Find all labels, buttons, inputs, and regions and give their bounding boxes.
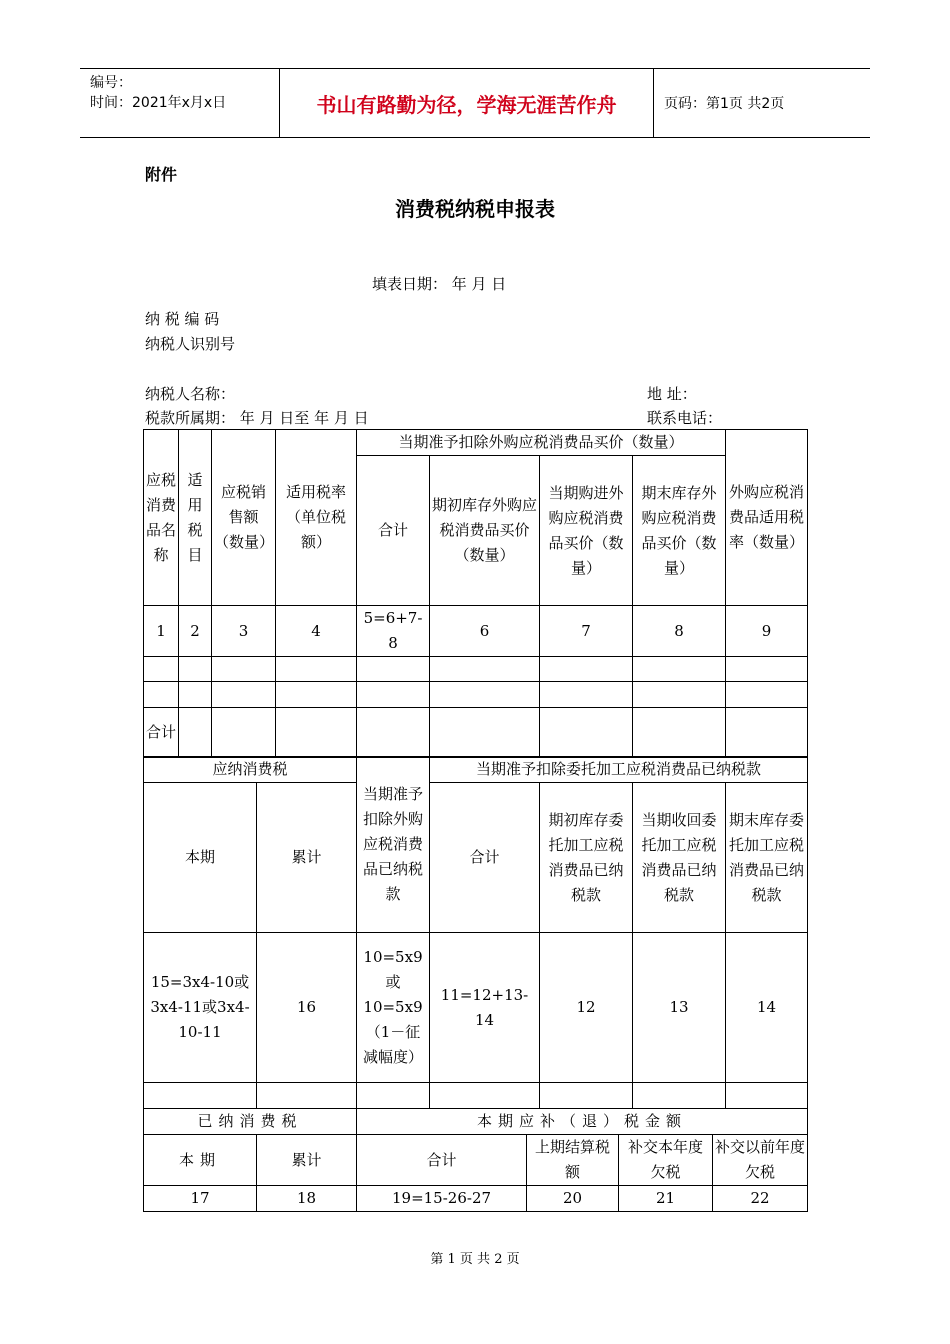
prev-year-arrears-header: 补交以前年度欠税	[713, 1135, 808, 1186]
blank-cell[interactable]	[633, 708, 726, 758]
payable-tax-table	[143, 756, 808, 1109]
col-header-outrate: 外购应税消费品适用税率（数量）	[726, 430, 808, 606]
col-header-begin: 期初库存外购应税消费品买价（数量）	[430, 456, 540, 606]
time-label: 时间：2021年x月x日	[90, 95, 227, 111]
blank-cell[interactable]	[430, 1083, 540, 1109]
blank-cell[interactable]	[540, 682, 633, 708]
sum-label: 合计	[144, 708, 179, 758]
col-number: 3	[212, 606, 276, 657]
col-header-sales: 应税销售额（数量）	[212, 430, 276, 606]
col-number: 7	[540, 606, 633, 657]
due-total-header: 合计	[357, 1135, 527, 1186]
blank-cell[interactable]	[357, 657, 430, 682]
formula-10: 10=5x9或10=5x9（1－征减幅度）	[357, 933, 430, 1083]
this-year-arrears-header: 补交本年度欠税	[619, 1135, 713, 1186]
table-row	[144, 657, 808, 682]
sum-row	[144, 708, 808, 758]
header-motto: 书山有路勤为径，学海无涯苦作舟	[280, 69, 654, 137]
phone-label: 联系电话：	[647, 409, 723, 427]
formula-16: 16	[257, 933, 357, 1083]
blank-cell[interactable]	[430, 657, 540, 682]
blank-cell[interactable]	[144, 1083, 257, 1109]
paid-and-due-table	[143, 1108, 808, 1212]
blank-cell[interactable]	[276, 657, 357, 682]
blank-cell[interactable]	[726, 682, 808, 708]
blank-cell[interactable]	[430, 682, 540, 708]
consigned-total-header: 合计	[430, 783, 540, 933]
tax-period-label: 税款所属期： 年 月 日至 年 月 日	[145, 409, 369, 427]
col-number: 17	[144, 1186, 257, 1212]
blank-cell[interactable]	[357, 1083, 430, 1109]
blank-cell[interactable]	[179, 708, 212, 758]
formula-12: 12	[540, 933, 633, 1083]
formula-15: 15=3x4-10或3x4-11或3x4-10-11	[144, 933, 257, 1083]
col-header-buy: 当期购进外购应税消费品买价（数量）	[540, 456, 633, 606]
fill-date: 填表日期： 年 月 日	[372, 275, 507, 293]
col-number: 1	[144, 606, 179, 657]
col-number: 4	[276, 606, 357, 657]
blank-cell[interactable]	[357, 708, 430, 758]
col-header-name: 应税消费品名称	[144, 430, 179, 606]
formula-13: 13	[633, 933, 726, 1083]
blank-cell[interactable]	[212, 708, 276, 758]
cumulative-header: 累计	[257, 783, 357, 933]
page-footer: 第 1 页 共 2 页	[430, 1252, 520, 1267]
consigned-end-header: 期末库存委托加工应税消费品已纳税款	[726, 783, 808, 933]
col-header-end: 期末库存外购应税消费品买价（数量）	[633, 456, 726, 606]
current-period-header: 本期	[144, 783, 257, 933]
col-number: 19=15-26-27	[357, 1186, 527, 1212]
blank-cell[interactable]	[540, 708, 633, 758]
blank-cell[interactable]	[276, 682, 357, 708]
col-header-item: 适用税目	[179, 430, 212, 606]
blank-cell[interactable]	[726, 1083, 808, 1109]
number-label: 编号：	[90, 75, 132, 91]
blank-cell[interactable]	[276, 708, 357, 758]
col-number: 6	[430, 606, 540, 657]
paid-cumulative-header: 累计	[257, 1135, 357, 1186]
formula-11: 11=12+13-14	[430, 933, 540, 1083]
blank-cell[interactable]	[212, 657, 276, 682]
last-settlement-header: 上期结算税额	[527, 1135, 619, 1186]
col-number: 5=6+7-8	[357, 606, 430, 657]
blank-cell[interactable]	[212, 682, 276, 708]
payable-tax-header: 应纳消费税	[144, 757, 357, 783]
header-meta	[80, 69, 280, 137]
blank-cell[interactable]	[357, 682, 430, 708]
blank-cell[interactable]	[726, 657, 808, 682]
blank-cell[interactable]	[540, 657, 633, 682]
taxpayer-code-label: 纳 税 编 码	[145, 310, 220, 328]
consigned-group-header: 当期准予扣除委托加工应税消费品已纳税款	[430, 757, 808, 783]
table-row	[144, 682, 808, 708]
col-number: 9	[726, 606, 808, 657]
col-header-rate: 适用税率（单位税额）	[276, 430, 357, 606]
paid-current-header: 本期	[144, 1135, 257, 1186]
blank-cell[interactable]	[179, 657, 212, 682]
formula-14: 14	[726, 933, 808, 1083]
blank-cell[interactable]	[633, 1083, 726, 1109]
purchase-deduction-table	[143, 429, 808, 758]
blank-cell[interactable]	[540, 1083, 633, 1109]
taxpayer-id-label: 纳税人识别号	[145, 335, 236, 353]
col-number: 8	[633, 606, 726, 657]
col-number: 18	[257, 1186, 357, 1212]
header-page: 页码：第1页 共2页	[664, 96, 785, 112]
consigned-recv-header: 当期收回委托加工应税消费品已纳税款	[633, 783, 726, 933]
blank-cell[interactable]	[144, 657, 179, 682]
document-header	[80, 68, 870, 138]
blank-cell[interactable]	[430, 708, 540, 758]
due-amount-header: 本期应补（退）税金额	[357, 1109, 808, 1135]
col-header-purchase-group: 当期准予扣除外购应税消费品买价（数量）	[357, 430, 726, 456]
consigned-begin-header: 期初库存委托加工应税消费品已纳税款	[540, 783, 633, 933]
blank-cell[interactable]	[726, 708, 808, 758]
col-number: 2	[179, 606, 212, 657]
blank-cell[interactable]	[144, 682, 179, 708]
page-title: 消费税纳税申报表	[395, 197, 555, 221]
blank-cell[interactable]	[633, 682, 726, 708]
table-row	[144, 1083, 808, 1109]
col-number: 22	[713, 1186, 808, 1212]
deduct-outsourced-header: 当期准予扣除外购应税消费品已纳税款	[357, 757, 430, 933]
blank-cell[interactable]	[257, 1083, 357, 1109]
taxpayer-name-label: 纳税人名称：	[145, 385, 236, 403]
col-number: 21	[619, 1186, 713, 1212]
address-label: 地 址：	[647, 385, 697, 403]
blank-cell[interactable]	[633, 657, 726, 682]
col-number: 20	[527, 1186, 619, 1212]
blank-cell[interactable]	[179, 682, 212, 708]
paid-tax-header: 已纳消费税	[144, 1109, 357, 1135]
col-header-total: 合计	[357, 456, 430, 606]
annex-label: 附件	[145, 165, 178, 184]
